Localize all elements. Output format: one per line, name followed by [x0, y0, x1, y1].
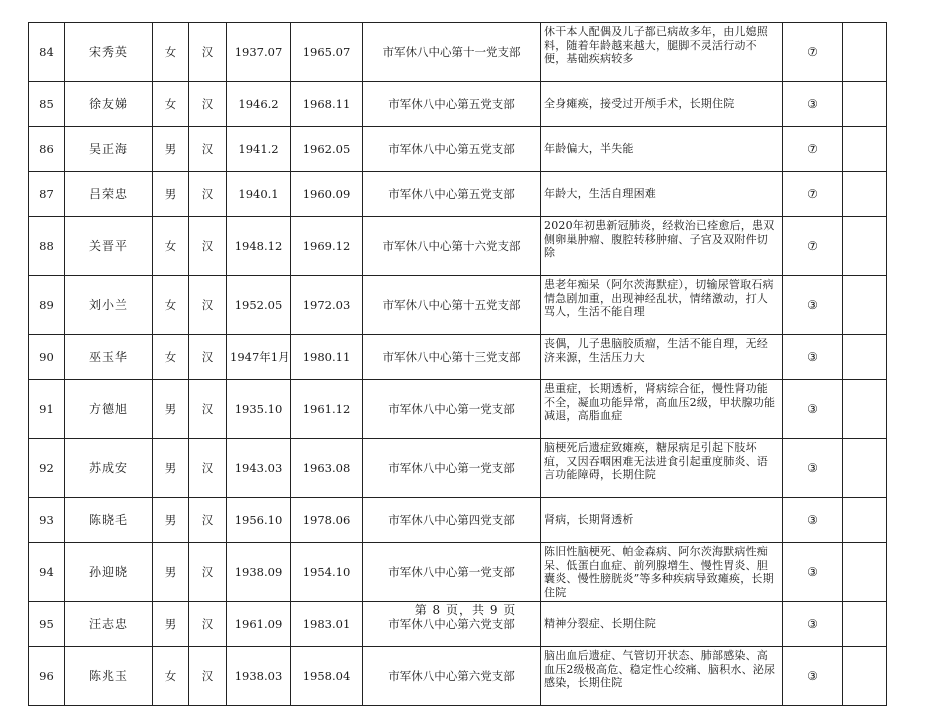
- ethnicity-cell: 汉: [189, 602, 227, 647]
- row-number: 89: [29, 276, 65, 335]
- ethnicity-cell: 汉: [189, 23, 227, 82]
- work-start-cell: 1980.11: [291, 335, 363, 380]
- name-cell: 宋秀英: [65, 23, 153, 82]
- party-branch-cell: 市军休八中心第五党支部: [363, 127, 541, 172]
- situation-cell: 年龄大，生活自理困难: [541, 172, 783, 217]
- table-row: [29, 127, 887, 172]
- row-number: 84: [29, 23, 65, 82]
- row-number: 96: [29, 647, 65, 706]
- work-start-cell: 1958.04: [291, 647, 363, 706]
- gender-cell: 男: [153, 498, 189, 543]
- work-start-cell: 1962.05: [291, 127, 363, 172]
- birth-date-cell: 1956.10: [227, 498, 291, 543]
- row-number: 86: [29, 127, 65, 172]
- birth-date-cell: 1941.2: [227, 127, 291, 172]
- situation-cell: 丧偶，儿子患脑胶质瘤，生活不能自理，无经济来源，生活压力大: [541, 335, 783, 380]
- birth-date-cell: 1948.12: [227, 217, 291, 276]
- party-branch-cell: 市军休八中心第五党支部: [363, 172, 541, 217]
- remarks-cell: [843, 127, 887, 172]
- gender-cell: 男: [153, 543, 189, 602]
- remarks-cell: [843, 498, 887, 543]
- situation-cell: 精神分裂症、长期住院: [541, 602, 783, 647]
- work-start-cell: 1954.10: [291, 543, 363, 602]
- remarks-cell: [843, 335, 887, 380]
- situation-cell: 2020年初患新冠肺炎，经救治已痊愈后，患双侧卵巢肿瘤、腹腔转移肿瘤、子宫及双附件切除: [541, 217, 783, 276]
- situation-cell: 陈旧性脑梗死、帕金森病、阿尔茨海默病性痴呆、低蛋白血症、前列腺增生、慢性胃炎、胆囊炎、慢性膀胱炎”等多种疾病导致瘫痪，长期住院: [541, 543, 783, 602]
- birth-date-cell: 1937.07: [227, 23, 291, 82]
- name-cell: 陈兆玉: [65, 647, 153, 706]
- name-cell: 陈晓毛: [65, 498, 153, 543]
- row-number: 95: [29, 602, 65, 647]
- gender-cell: 女: [153, 23, 189, 82]
- gender-cell: 男: [153, 127, 189, 172]
- table-row: [29, 335, 887, 380]
- grade-cell: ⑦: [783, 127, 843, 172]
- grade-cell: ③: [783, 380, 843, 439]
- name-cell: 孙迎晓: [65, 543, 153, 602]
- gender-cell: 男: [153, 602, 189, 647]
- situation-cell: 休干本人配偶及儿子都已病故多年，由儿媳照料，随着年龄越来越大，腿脚不灵活行动不便，基础疾病较多: [541, 23, 783, 82]
- grade-cell: ③: [783, 439, 843, 498]
- ethnicity-cell: 汉: [189, 172, 227, 217]
- birth-date-cell: 1943.03: [227, 439, 291, 498]
- table-row: [29, 439, 887, 498]
- party-branch-cell: 市军休八中心第四党支部: [363, 498, 541, 543]
- remarks-cell: [843, 217, 887, 276]
- situation-cell: 全身瘫痪，接受过开颅手术，长期住院: [541, 82, 783, 127]
- work-start-cell: 1961.12: [291, 380, 363, 439]
- ethnicity-cell: 汉: [189, 335, 227, 380]
- table-row: [29, 217, 887, 276]
- remarks-cell: [843, 543, 887, 602]
- row-number: 91: [29, 380, 65, 439]
- party-branch-cell: 市军休八中心第六党支部: [363, 602, 541, 647]
- row-number: 94: [29, 543, 65, 602]
- page-footer: 第 8 页，共 9 页: [414, 603, 517, 617]
- remarks-cell: [843, 23, 887, 82]
- ethnicity-cell: 汉: [189, 543, 227, 602]
- work-start-cell: 1965.07: [291, 23, 363, 82]
- situation-cell: 年龄偏大，半失能: [541, 127, 783, 172]
- birth-date-cell: 1938.09: [227, 543, 291, 602]
- grade-cell: ③: [783, 276, 843, 335]
- row-number: 87: [29, 172, 65, 217]
- birth-date-cell: 1946.2: [227, 82, 291, 127]
- party-branch-cell: 市军休八中心第十一党支部: [363, 23, 541, 82]
- grade-cell: ⑦: [783, 172, 843, 217]
- name-cell: 徐友娣: [65, 82, 153, 127]
- table-row: [29, 172, 887, 217]
- remarks-cell: [843, 439, 887, 498]
- remarks-cell: [843, 380, 887, 439]
- party-branch-cell: 市军休八中心第十三党支部: [363, 335, 541, 380]
- party-branch-cell: 市军休八中心第一党支部: [363, 380, 541, 439]
- grade-cell: ③: [783, 647, 843, 706]
- ethnicity-cell: 汉: [189, 380, 227, 439]
- grade-cell: ③: [783, 82, 843, 127]
- work-start-cell: 1983.01: [291, 602, 363, 647]
- row-number: 93: [29, 498, 65, 543]
- gender-cell: 男: [153, 439, 189, 498]
- name-cell: 吴正海: [65, 127, 153, 172]
- ethnicity-cell: 汉: [189, 439, 227, 498]
- ethnicity-cell: 汉: [189, 82, 227, 127]
- grade-cell: ⑦: [783, 217, 843, 276]
- situation-cell: 脑出血后遗症、气管切开状态、肺部感染、高血压2级极高危、稳定性心绞痛、脑积水、泌尿感染，长期住院: [541, 647, 783, 706]
- grade-cell: ⑦: [783, 23, 843, 82]
- row-number: 90: [29, 335, 65, 380]
- situation-cell: 肾病，长期肾透析: [541, 498, 783, 543]
- grade-cell: ③: [783, 543, 843, 602]
- gender-cell: 男: [153, 172, 189, 217]
- work-start-cell: 1963.08: [291, 439, 363, 498]
- name-cell: 关晋平: [65, 217, 153, 276]
- remarks-cell: [843, 647, 887, 706]
- row-number: 88: [29, 217, 65, 276]
- work-start-cell: 1960.09: [291, 172, 363, 217]
- situation-cell: 患重症，长期透析，肾病综合征，慢性肾功能不全，凝血功能异常，高血压2级，甲状腺功能减退，高脂血症: [541, 380, 783, 439]
- party-branch-cell: 市军休八中心第六党支部: [363, 647, 541, 706]
- row-number: 85: [29, 82, 65, 127]
- name-cell: 吕荣忠: [65, 172, 153, 217]
- gender-cell: 女: [153, 335, 189, 380]
- table-row: [29, 543, 887, 602]
- party-branch-cell: 市军休八中心第十六党支部: [363, 217, 541, 276]
- work-start-cell: 1968.11: [291, 82, 363, 127]
- work-start-cell: 1972.03: [291, 276, 363, 335]
- table-row: [29, 647, 887, 706]
- work-start-cell: 1969.12: [291, 217, 363, 276]
- gender-cell: 男: [153, 380, 189, 439]
- remarks-cell: [843, 276, 887, 335]
- situation-cell: 脑梗死后遗症致瘫痪，糖尿病足引起下肢坏疽，又因吞咽困难无法进食引起重度肺炎、语言功能障碍，长期住院: [541, 439, 783, 498]
- birth-date-cell: 1940.1: [227, 172, 291, 217]
- table-row: [29, 498, 887, 543]
- name-cell: 苏成安: [65, 439, 153, 498]
- gender-cell: 女: [153, 647, 189, 706]
- grade-cell: ③: [783, 498, 843, 543]
- ethnicity-cell: 汉: [189, 647, 227, 706]
- gender-cell: 女: [153, 276, 189, 335]
- row-number: 92: [29, 439, 65, 498]
- party-branch-cell: 市军休八中心第十五党支部: [363, 276, 541, 335]
- ethnicity-cell: 汉: [189, 276, 227, 335]
- ethnicity-cell: 汉: [189, 498, 227, 543]
- ethnicity-cell: 汉: [189, 217, 227, 276]
- grade-cell: ③: [783, 335, 843, 380]
- table-row: [29, 23, 887, 82]
- name-cell: 巫玉华: [65, 335, 153, 380]
- work-start-cell: 1978.06: [291, 498, 363, 543]
- party-branch-cell: 市军休八中心第一党支部: [363, 543, 541, 602]
- name-cell: 刘小兰: [65, 276, 153, 335]
- birth-date-cell: 1938.03: [227, 647, 291, 706]
- birth-date-cell: 1947年1月: [227, 335, 291, 380]
- remarks-cell: [843, 172, 887, 217]
- party-branch-cell: 市军休八中心第一党支部: [363, 439, 541, 498]
- gender-cell: 女: [153, 82, 189, 127]
- table-row: [29, 380, 887, 439]
- table-row: [29, 82, 887, 127]
- table-row: [29, 276, 887, 335]
- name-cell: 方德旭: [65, 380, 153, 439]
- situation-cell: 患老年痴呆（阿尔茨海默症），切输尿管取石病情急剧加重，出现神经乱状，情绪激动，打人骂人，生活不能自理: [541, 276, 783, 335]
- party-branch-cell: 市军休八中心第五党支部: [363, 82, 541, 127]
- remarks-cell: [843, 82, 887, 127]
- gender-cell: 女: [153, 217, 189, 276]
- birth-date-cell: 1952.05: [227, 276, 291, 335]
- birth-date-cell: 1961.09: [227, 602, 291, 647]
- grade-cell: ③: [783, 602, 843, 647]
- ethnicity-cell: 汉: [189, 127, 227, 172]
- birth-date-cell: 1935.10: [227, 380, 291, 439]
- name-cell: 汪志忠: [65, 602, 153, 647]
